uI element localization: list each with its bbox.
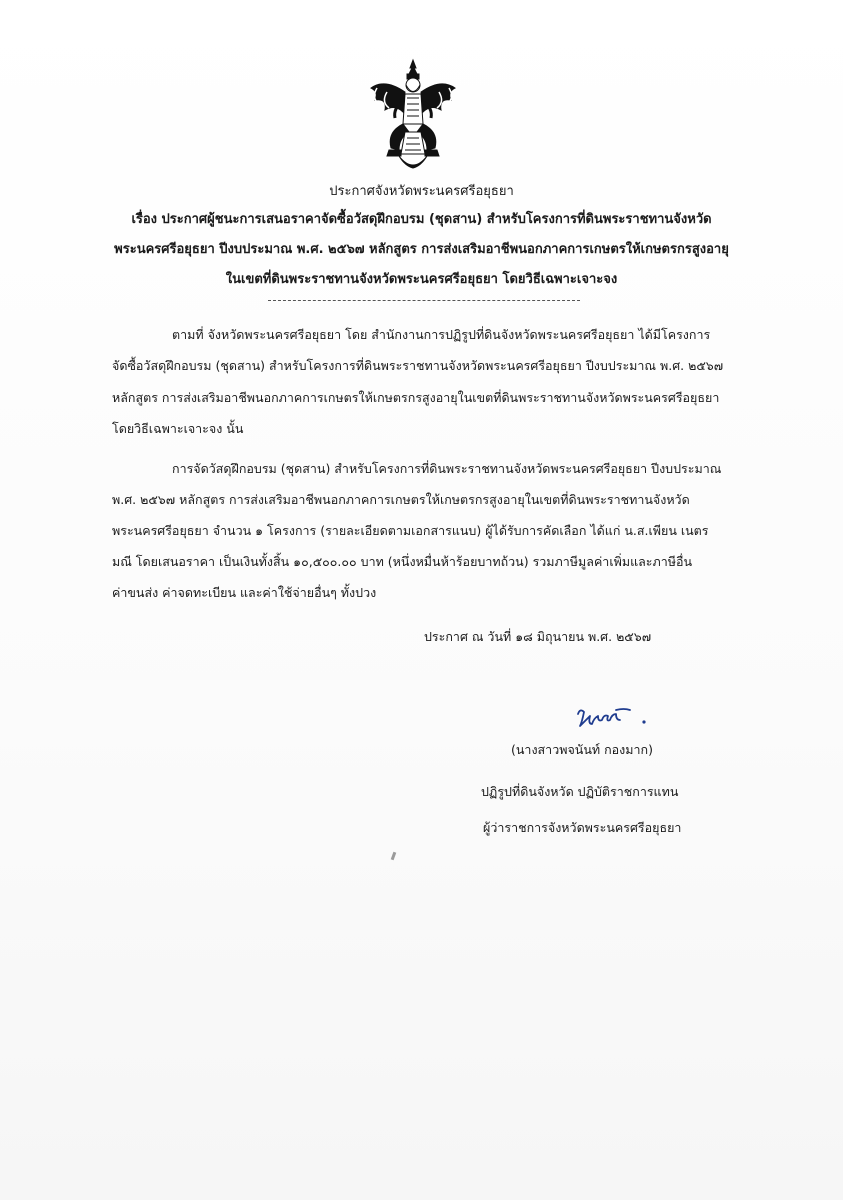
issuer-heading: ประกาศจังหวัดพระนครศรีอยุธยา	[329, 184, 514, 199]
subject-line-2: พระนครศรีอยุธยา ปีงบประมาณ พ.ศ. ๒๕๖๗ หลักสูตร การส่งเสริมอาชีพนอกภาคการเกษตรให้เกษตรกรสูงอายุ	[114, 242, 729, 257]
signatory-position: ปฏิรูปที่ดินจังหวัด ปฏิบัติราชการแทน	[481, 784, 679, 799]
signatory-name: (นางสาวพจนันท์ กองมาก)	[511, 742, 653, 757]
paragraph1-line-4: โดยวิธีเฉพาะเจาะจง นั้น	[112, 421, 244, 436]
paragraph2-line-5: ค่าขนส่ง ค่าจดทะเบียน และค่าใช้จ่ายอื่นๆ ทั้งปวง	[112, 585, 377, 600]
paragraph1-line-2: จัดซื้อวัสดุฝึกอบรม (ชุดสาน) สำหรับโครงการที่ดินพระราชทานจังหวัดพระนครศรีอยุธยา ปีงบประมาณ พ.ศ. ๒๕๖๗	[112, 358, 724, 373]
paragraph2-line-4: มณี โดยเสนอราคา เป็นเงินทั้งสิ้น ๑๐,๕๐๐.๐๐ บาท (หนึ่งหมื่นห้าร้อยบาทถ้วน) รวมภาษีมูลค่าเพิ่มและภาษีอื่น	[112, 554, 693, 569]
paragraph1-line-1: ตามที่ จังหวัดพระนครศรีอยุธยา โดย สำนักงานการปฏิรูปที่ดินจังหวัดพระนครศรีอยุธยา ได้มีโครงการ	[172, 327, 711, 342]
paragraph2-line-2: พ.ศ. ๒๕๖๗ หลักสูตร การส่งเสริมอาชีพนอกภาคการเกษตรให้เกษตรกรสูงอายุในเขตที่ดินพระราชทานจังหวัด	[112, 492, 690, 507]
stray-mark	[391, 852, 397, 861]
announcement-date: ประกาศ ณ วันที่ ๑๘ มิถุนายน พ.ศ. ๒๕๖๗	[424, 629, 652, 644]
paragraph2-line-1: การจัดวัสดุฝึกอบรม (ชุดสาน) สำหรับโครงการที่ดินพระราชทานจังหวัดพระนครศรีอยุธยา ปีงบประมาณ	[172, 461, 722, 476]
paragraph2-line-3: พระนครศรีอยุธยา จำนวน ๑ โครงการ (รายละเอียดตามเอกสารแนบ) ผู้ได้รับการคัดเลือก ได้แก่ น.ส.เพียน เนตร	[112, 523, 709, 538]
garuda-emblem-icon	[365, 58, 461, 174]
handwritten-signature	[572, 702, 652, 732]
divider-line	[268, 300, 580, 301]
subject-line-1: เรื่อง ประกาศผู้ชนะการเสนอราคาจัดซื้อวัสดุฝึกอบรม (ชุดสาน) สำหรับโครงการที่ดินพระราชทานจังหวัด	[131, 212, 712, 227]
signatory-on-behalf: ผู้ว่าราชการจังหวัดพระนครศรีอยุธยา	[483, 820, 682, 835]
paragraph1-line-3: หลักสูตร การส่งเสริมอาชีพนอกภาคการเกษตรให้เกษตรกรสูงอายุในเขตที่ดินพระราชทานจังหวัดพระนครศรีอยุธยา	[112, 390, 720, 405]
subject-line-3: ในเขตที่ดินพระราชทานจังหวัดพระนครศรีอยุธยา โดยวิธีเฉพาะเจาะจง	[225, 272, 618, 287]
